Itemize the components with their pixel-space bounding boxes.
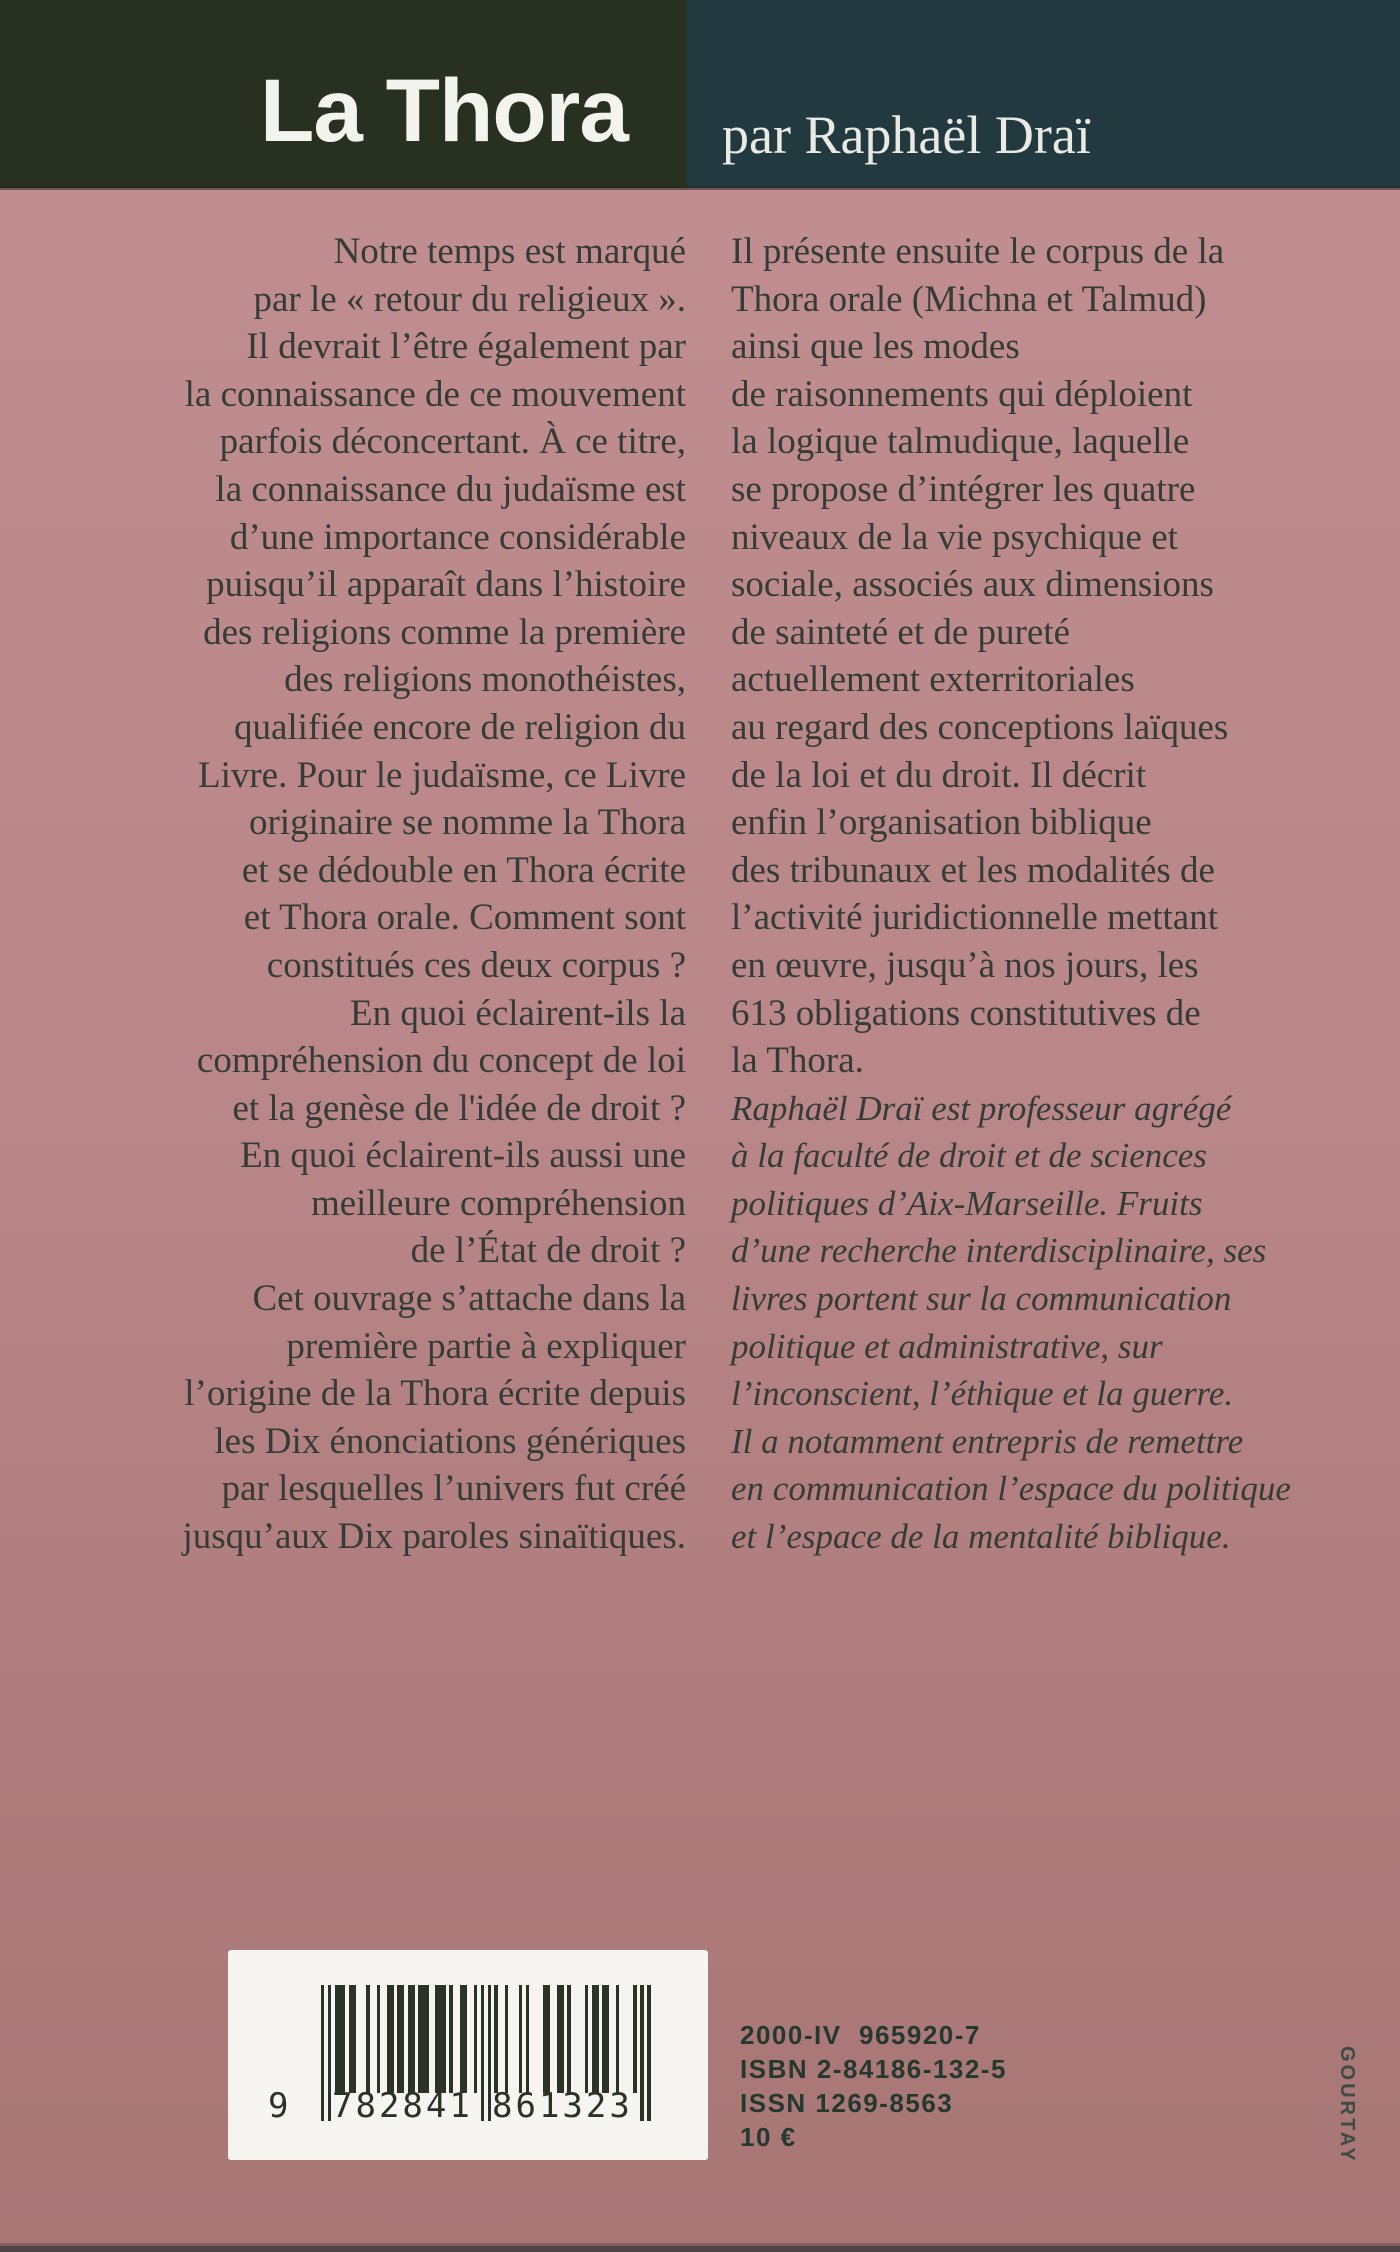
- synopsis-line: des religions comme la première: [203, 611, 686, 653]
- synopsis-line: et Thora orale. Comment sont: [243, 897, 686, 939]
- author-bio: [731, 1085, 1291, 1561]
- synopsis-line: actuellement exterritoriales: [731, 659, 1135, 701]
- bio-line: politique et administrative, sur: [731, 1326, 1163, 1366]
- synopsis-line: des religions monothéistes,: [284, 659, 686, 701]
- barcode-bar: [647, 1985, 650, 2121]
- printer-credit: GOURTAY: [1336, 2046, 1358, 2164]
- bio-line: à la faculté de droit et de sciences: [731, 1136, 1207, 1176]
- imprint-line: ISSN 1269-8563: [740, 2088, 954, 2118]
- synopsis-line: ainsi que les modes: [731, 326, 1020, 368]
- synopsis-line: au regard des conceptions laïques: [731, 706, 1229, 748]
- synopsis-line: En quoi éclairent-ils aussi une: [240, 1135, 686, 1177]
- bio-line: d’une recherche interdisciplinaire, ses: [731, 1231, 1267, 1271]
- synopsis-line: l’activité juridictionnelle mettant: [731, 897, 1218, 939]
- synopsis-line: Cet ouvrage s’attache dans la: [252, 1278, 686, 1320]
- synopsis-line: niveaux de la vie psychique et: [731, 516, 1178, 558]
- synopsis-line: et la genèse de l'idée de droit ?: [232, 1087, 686, 1129]
- synopsis-column-right: [731, 228, 1291, 1561]
- barcode-digit-lead: 9: [268, 2086, 292, 2126]
- synopsis-line: En quoi éclairent-ils la: [350, 992, 686, 1034]
- synopsis-line: compréhension du concept de loi: [196, 1040, 686, 1082]
- synopsis-line: de l’État de droit ?: [410, 1230, 686, 1272]
- synopsis-line: Il présente ensuite le corpus de la: [731, 231, 1225, 272]
- synopsis-line: première partie à expliquer: [286, 1325, 686, 1367]
- synopsis-line: enfin l’organisation biblique: [731, 802, 1152, 844]
- author-byline: par Raphaël Draï: [722, 105, 1091, 165]
- synopsis-line: les Dix énonciations génériques: [214, 1420, 686, 1462]
- synopsis-line: de raisonnements qui déploient: [731, 373, 1193, 415]
- synopsis-line: originaire se nomme la Thora: [248, 802, 686, 844]
- synopsis-line: la Thora.: [731, 1040, 864, 1082]
- synopsis-line: la logique talmudique, laquelle: [731, 421, 1190, 463]
- header-shadow-line: [0, 186, 1400, 190]
- synopsis-line: de sainteté et de pureté: [731, 611, 1070, 653]
- imprint-line: ISBN 2-84186-132-5: [740, 2054, 1007, 2084]
- synopsis-line: sociale, associés aux dimensions: [731, 564, 1214, 606]
- synopsis-line: de la loi et du droit. Il décrit: [731, 754, 1147, 796]
- imprint-block: [740, 2018, 1007, 2154]
- synopsis-line: par le « retour du religieux ».: [253, 278, 686, 320]
- synopsis-line: Notre temps est marqué: [333, 231, 686, 272]
- synopsis-right-regular: [731, 228, 1276, 1085]
- bio-line: et l’espace de la mentalité biblique.: [731, 1517, 1231, 1557]
- synopsis-line: constitués ces deux corpus ?: [266, 944, 686, 986]
- synopsis-line: et se dédouble en Thora écrite: [241, 849, 686, 891]
- barcode-digit-group2: 861323: [492, 2086, 633, 2126]
- synopsis-line: Livre. Pour le judaïsme, ce Livre: [197, 754, 686, 796]
- synopsis-line: se propose d’intégrer les quatre: [731, 468, 1196, 510]
- bio-line: Raphaël Draï est professeur agrégé: [731, 1088, 1232, 1128]
- synopsis-line: 613 obligations constitutives de: [731, 992, 1201, 1034]
- synopsis-line: l’origine de la Thora écrite depuis: [184, 1373, 686, 1415]
- bio-line: l’inconscient, l’éthique et la guerre.: [731, 1374, 1234, 1414]
- synopsis-line: Thora orale (Michna et Talmud): [731, 278, 1207, 320]
- barcode-panel: [228, 1950, 708, 2160]
- synopsis-line: en œuvre, jusqu’à nos jours, les: [731, 944, 1199, 986]
- synopsis-line: jusqu’aux Dix paroles sinaïtiques.: [182, 1516, 686, 1558]
- synopsis-line: d’une importance considérable: [229, 516, 686, 558]
- synopsis-line: la connaissance de ce mouvement: [184, 373, 686, 415]
- barcode-digit-group1: 782841: [332, 2086, 473, 2126]
- bio-line: Il a notamment entrepris de remettre: [731, 1421, 1244, 1461]
- synopsis-column-left: [108, 228, 686, 1561]
- synopsis-line: qualifiée encore de religion du: [233, 706, 686, 748]
- synopsis-line: meilleure compréhension: [310, 1182, 686, 1224]
- synopsis-line: la connaissance du judaïsme est: [215, 468, 686, 510]
- synopsis-line: parfois déconcertant. À ce titre,: [219, 421, 686, 463]
- imprint-line: 2000-IV 965920-7: [740, 2020, 981, 2050]
- bio-line: politiques d’Aix-Marseille. Fruits: [731, 1183, 1203, 1223]
- synopsis-line: Il devrait l’être également par: [246, 326, 686, 368]
- bio-line: en communication l’espace du politique: [731, 1469, 1291, 1509]
- synopsis-line: puisqu’il apparaît dans l’histoire: [206, 564, 686, 606]
- header-band: [0, 0, 1400, 188]
- book-title: La Thora: [260, 60, 628, 160]
- imprint-line: 10 €: [740, 2122, 797, 2152]
- bio-line: livres portent sur la communication: [731, 1279, 1232, 1319]
- bottom-edge: [0, 2246, 1400, 2252]
- synopsis-line: des tribunaux et les modalités de: [731, 849, 1215, 891]
- synopsis-line: par lesquelles l’univers fut créé: [221, 1468, 686, 1510]
